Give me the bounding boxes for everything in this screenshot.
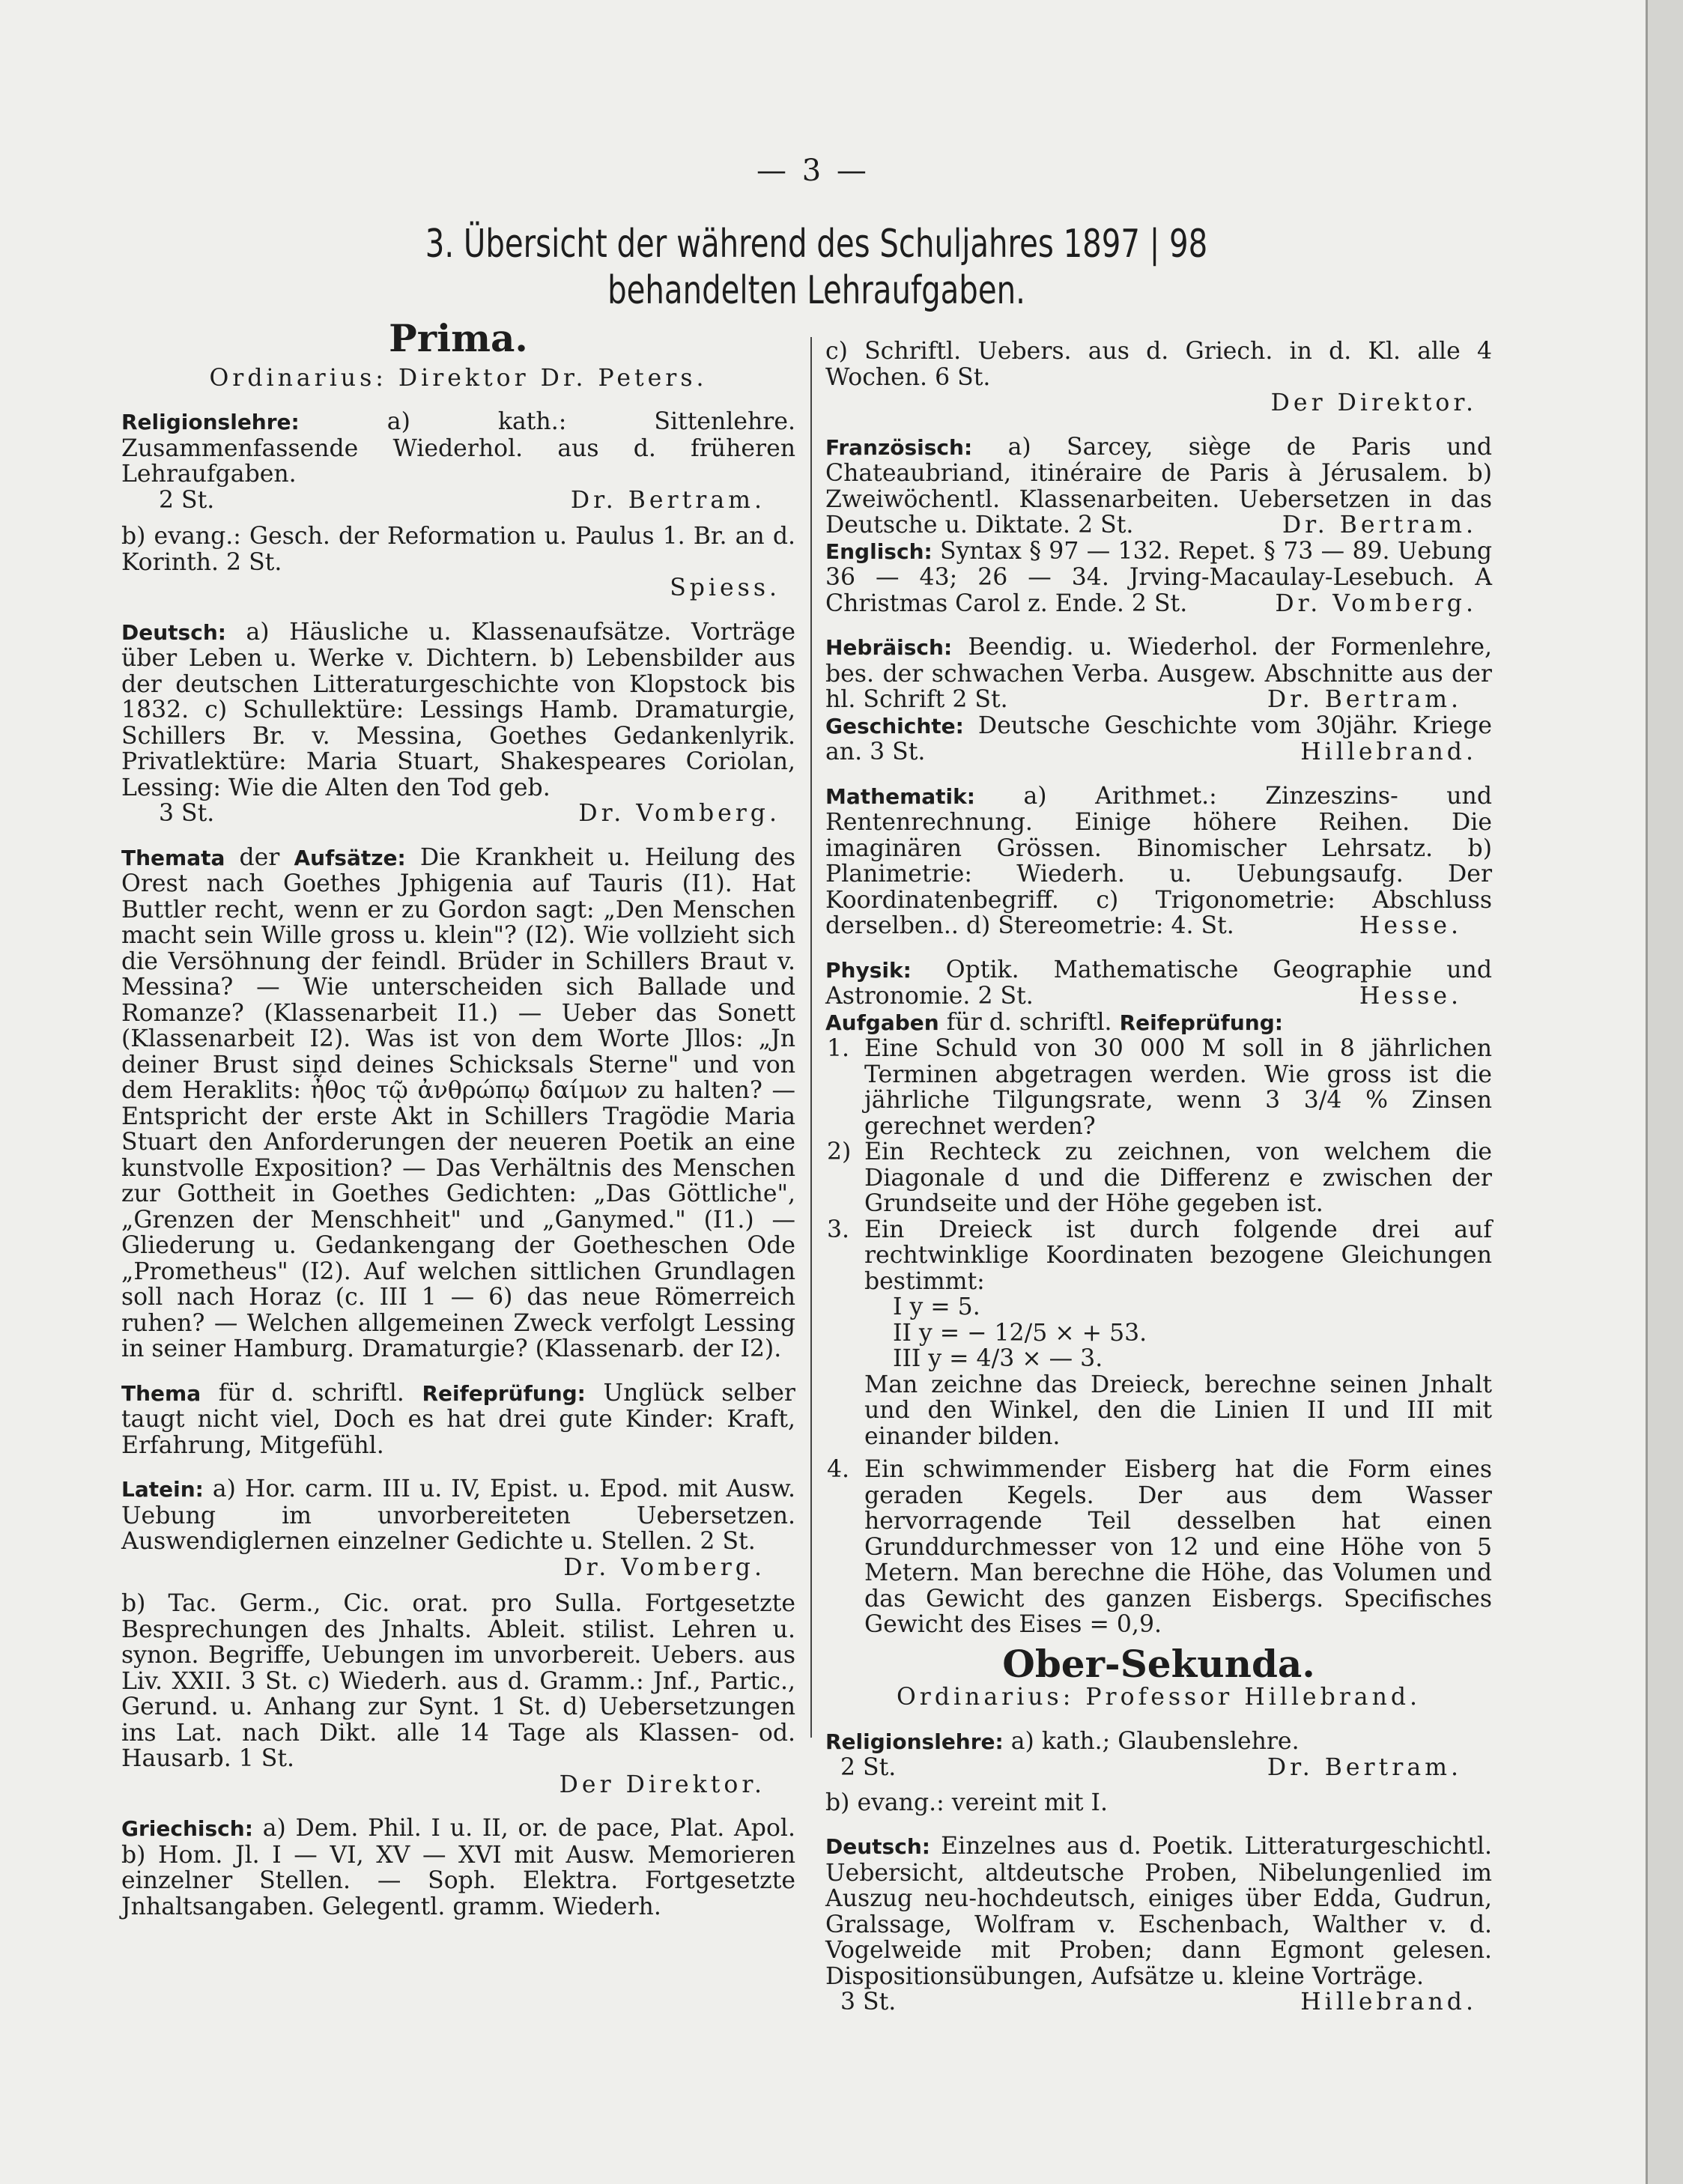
teacher-name: Dr. Vomberg. bbox=[563, 1553, 765, 1581]
subject-label: Aufsätze: bbox=[294, 845, 406, 870]
section-text: a) kath.; Glaubenslehre. bbox=[1010, 1727, 1300, 1755]
teacher-name: Hesse. bbox=[1359, 912, 1462, 939]
section-text: b) Tac. Germ., Cic. orat. pro Sulla. Fortgesetzte Besprechungen des Jnhalts. Ableit. stilist. Lehren u. synon. Begriffe, Uebungen im unvorbereit. Uebers. aus Liv. XXII. 3 St. c) Wiederh. aus d. Gramm.: Jnf., Partic., Gerund. u. Anhang zur Synt. 1 St. d) Uebersetzungen ins Lat. nach Dikt. alle 14 Tage als Klassen- od. Hausarb. 1 St. bbox=[121, 1590, 795, 1772]
obersekunda-ordinarius: Ordinarius: Professor Hillebrand. bbox=[896, 1684, 1422, 1711]
hours: 3 St. bbox=[840, 1989, 897, 2015]
teacher-name: Hesse. bbox=[1359, 983, 1462, 1010]
subject-label: Hebräisch: bbox=[825, 635, 953, 660]
subject-label: Griechisch: bbox=[121, 1816, 253, 1841]
prima-thema-reife-section bbox=[121, 1380, 795, 1459]
prima-griechisch-continued bbox=[825, 339, 1492, 416]
hours: 3 St. bbox=[159, 800, 215, 827]
prima-themata-section bbox=[121, 845, 795, 1362]
subject-label: Reifeprüfung: bbox=[422, 1380, 586, 1406]
section-text: a) Häusliche u. Klassenaufsätze. Vorträge über Leben u. Werke v. Dichtern. b) Lebensbilder aus der deutschen Litteraturgeschichte von Klopstock bis 1832. c) Schullektüre: Lessings Hamb. Dramaturgie, Schillers Br. v. Messina, Goethes Gedankenlyrik. Privatlektüre: Maria Stuart, Shakespeares Coriolan, Lessing: Wie die Alten den Tod geb. bbox=[121, 618, 795, 801]
teacher-name: Dr. Vomberg. bbox=[1275, 589, 1477, 617]
equation: I y = 5. bbox=[893, 1293, 980, 1320]
subject-label: Religionslehre: bbox=[121, 410, 300, 434]
section-text: b) evang.: Gesch. der Reformation u. Paulus 1. Br. an d. Korinth. 2 St. bbox=[121, 523, 795, 576]
label-text: für d. schriftl. bbox=[938, 1008, 1120, 1036]
left-column bbox=[121, 316, 796, 1920]
section-text: Beendig. u. Wiederhol. der Formenlehre, bes. der schwachen Verba. Ausgew. Abschnitte aus der hl. Schrift 2 St. bbox=[825, 634, 1493, 713]
section-text: Deutsche Geschichte vom 30jähr. Kriege an. 3 St. bbox=[825, 712, 1492, 765]
section-text: b) evang.: vereint mit I. bbox=[825, 1789, 1109, 1816]
subject-label: Themata bbox=[121, 845, 225, 870]
label-text: für d. schriftl. bbox=[201, 1379, 422, 1407]
section-text: a) Arithmet.: Zinzeszins- und Rentenrechnung. Einige höhere Reihen. Die imaginären Grössen. Binomischer Lehrsatz. b) Planimetrie: Wiederh. u. Uebungsaufg. Der Koordinatenbegriff. c) Trigonometrie: Abschluss derselben.. d) Stereometrie: 4. St. bbox=[825, 782, 1493, 939]
subject-label: Reifeprüfung: bbox=[1119, 1010, 1283, 1035]
teacher-name: Hillebrand. bbox=[1300, 1989, 1477, 2015]
task-number: 2) bbox=[827, 1138, 852, 1165]
subject-label: Thema bbox=[121, 1380, 201, 1406]
task-number: 4. bbox=[827, 1456, 850, 1483]
prima-latein-section bbox=[121, 1476, 795, 1798]
section-text: a) Hor. carm. III u. IV, Epist. u. Epod. mit Ausw. Uebung im unvorbereiteten Uebersetzen. Auswendiglernen einzelner Gedichte u. Stellen. 2 St. bbox=[121, 1475, 795, 1555]
column-divider bbox=[810, 337, 812, 1738]
teacher-name: Dr. Bertram. bbox=[570, 486, 765, 514]
section-text: Einzelnes aus d. Poetik. Litteraturgeschichtl. Uebersicht, altdeutsche Proben, Nibelungenlied im Auszug neu-hochdeutsch, einiges über Edda, Gudrun, Gralssage, Wolfram v. Eschenbach, Walther v. d. Vogelweide mit Proben; dann Egmont gelesen. Dispositionsübungen, Aufsätze u. kleine Vorträge. bbox=[825, 1833, 1492, 1990]
page-edge bbox=[1646, 0, 1683, 2184]
teacher-name: Der Direktor. bbox=[1270, 389, 1477, 416]
equation: II y = − 12/5 × + 53. bbox=[893, 1319, 1147, 1347]
section-text: Die Krankheit u. Heilung des Orest nach Goethes Jphigenia auf Tauris (I1). Hat Buttler recht, wenn er zu Gordon sagt: „Den Menschen macht sein Wille gross u. klein"? (I2). Wie vollzieht sich die Versöhnung der feindl. Brüder in Schillers Braut v. Messina? — Wie unterscheiden sich Ballade und Romanze? (Klassenarbeit I1.) — Ueber das Sonett (Klassenarbeit I2). Was ist von dem Worte Jllos: „Jn deiner Brust sind deines Schicksals Sterne" und von dem Heraklits: ἦθος τῷ ἀνθρώπῳ δαίμων zu halten? — Entspricht der erste Akt in Schillers Tragödie Maria Stuart den Anforderungen der neueren Poetik an eine kunstvolle Exposition? — Das Verhältnis des Menschen zur Gottheit in Goethes Gedichten: „Das Göttliche", „Grenzen der Menschheit" und „Ganymed." (I1.) — Gliederung u. Gedankengang der Goetheschen Ode „Prometheus" (I2). Auf welchen sittlichen Grundlagen soll nach Horaz (c. III 1 — 6) das neue Römerreich ruhen? — Welchen allgemeinen Zweck verfolgt Lessing in seiner Hamburg. Dramaturgie? (Klassenarb. der I2). bbox=[121, 843, 796, 1362]
section-text: a) kath.: Sittenlehre. Zusammenfassende Wiederhol. aus d. früheren Lehraufgaben. bbox=[121, 408, 795, 488]
title-line-1: 3. Übersicht der während des Schuljahres 1897 | 98 bbox=[425, 222, 1208, 267]
subject-label: Aufgaben bbox=[825, 1010, 939, 1035]
teacher-name: Hillebrand. bbox=[1300, 738, 1477, 765]
section-text: a) Sarcey, siège de Paris und Chateaubriand, itinéraire de Paris à Jérusalem. b) Zweiwöchentl. Klassenarbeiten. Uebersetzen in das Deutsche u. Diktate. 2 St. bbox=[825, 433, 1492, 539]
title-line-2: behandelten Lehraufgaben. bbox=[607, 268, 1025, 313]
task-text: Ein schwimmender Eisberg hat die Form eines geraden Kegels. Der aus dem Wasser hervorragende Teil desselben hat einen Grunddurchmesser von 12 und eine Höhe von 5 Metern. Man berechne die Höhe, das Volumen und das Gewicht des ganzen Eisbergs. Specifisches Gewicht des Eises = 0,9. bbox=[864, 1456, 1492, 1638]
prima-griechisch-section bbox=[121, 1816, 795, 1920]
page-number: — 3 — bbox=[756, 154, 870, 188]
obersekunda-heading: Ober-Sekunda. bbox=[1002, 1641, 1315, 1686]
prima-mathematik-section bbox=[825, 783, 1492, 939]
subject-label: Religionslehre: bbox=[825, 1729, 1004, 1754]
task-number: 3. bbox=[827, 1216, 850, 1243]
task-text: Ein Dreieck ist durch folgende drei auf rechtwinklige Koordinaten bezogene Gleichungen bestimmt: bbox=[864, 1216, 1492, 1295]
teacher-name: Spiess. bbox=[670, 574, 780, 601]
prima-aufgaben-section bbox=[825, 1010, 1492, 1638]
prima-heading: Prima. bbox=[389, 316, 528, 360]
right-column bbox=[825, 339, 1492, 2015]
subject-label: Physik: bbox=[825, 957, 912, 983]
equation: III y = 4/3 × — 3. bbox=[893, 1345, 1103, 1372]
prima-franzoesisch-section bbox=[825, 434, 1492, 539]
teacher-name: Dr. Bertram. bbox=[1282, 512, 1477, 539]
hours: 2 St. bbox=[159, 486, 215, 514]
teacher-name: Der Direktor. bbox=[559, 1771, 765, 1798]
subject-label: Latein: bbox=[121, 1477, 204, 1502]
subject-label: Deutsch: bbox=[121, 619, 226, 645]
hours: 2 St. bbox=[840, 1754, 897, 1781]
section-text: a) Dem. Phil. I u. II, or. de pace, Plat. Apol. b) Hom. Jl. I — VI, XV — XVI mit Ausw. Memorieren einzelner Stellen. — Soph. Elektra. Fortgesetzte Jnhaltsangaben. Gelegentl. gramm. Wiederh. bbox=[121, 1815, 796, 1920]
task-text: Eine Schuld von 30 000 M soll in 8 jährlichen Terminen abgetragen werden. Wie gross ist die jährliche Tilgungsrate, wenn 3 3/4 % Zinsen gerechnet werden? bbox=[864, 1035, 1492, 1140]
obersekunda-deutsch-section bbox=[825, 1833, 1492, 2015]
subject-label: Mathematik: bbox=[825, 783, 975, 809]
teacher-name: Dr. Vomberg. bbox=[578, 800, 780, 827]
subject-label: Geschichte: bbox=[825, 713, 964, 738]
subject-label: Deutsch: bbox=[825, 1834, 930, 1859]
task-number: 1. bbox=[827, 1035, 850, 1062]
prima-ordinarius: Ordinarius: Direktor Dr. Peters. bbox=[209, 364, 708, 392]
subject-label: Englisch: bbox=[825, 539, 933, 564]
section-text: Syntax § 97 — 132. Repet. § 73 — 89. Uebung 36 — 43; 26 — 34. Jrving-Macaulay-Lesebuch. A Christmas Carol z. Ende. 2 St. bbox=[825, 537, 1492, 617]
task-item bbox=[825, 1457, 1492, 1638]
prima-englisch-section bbox=[825, 539, 1492, 617]
section-text: Optik. Mathematische Geographie und Astronomie. 2 St. bbox=[825, 956, 1493, 1010]
obersekunda-religion-section bbox=[825, 1729, 1492, 1816]
prima-religion-section bbox=[121, 409, 795, 601]
prima-deutsch-section bbox=[121, 619, 795, 827]
prima-geschichte-section bbox=[825, 713, 1492, 765]
subject-label: Französisch: bbox=[825, 434, 973, 460]
task-text: Man zeichne das Dreieck, berechne seinen Jnhalt und den Winkel, den die Linien II und III mit einander bilden. bbox=[864, 1371, 1492, 1450]
section-text: c) Schriftl. Uebers. aus d. Griech. in d. Kl. alle 4 Wochen. 6 St. bbox=[825, 338, 1492, 391]
teacher-name: Dr. Bertram. bbox=[1267, 1754, 1462, 1781]
task-item bbox=[825, 1036, 1492, 1139]
task-text: Ein Rechteck zu zeichnen, von welchem die Diagonale d und die Differenz e zwischen der Grundseite und der Höhe gegeben ist. bbox=[864, 1138, 1492, 1217]
document-title bbox=[340, 221, 1294, 314]
prima-hebraeisch-section bbox=[825, 634, 1492, 713]
teacher-name: Dr. Bertram. bbox=[1267, 686, 1462, 713]
prima-physik-section bbox=[825, 957, 1492, 1010]
task-item bbox=[825, 1217, 1492, 1295]
label-text: der bbox=[225, 843, 294, 871]
task-item bbox=[825, 1139, 1492, 1217]
section-text: Unglück selber taugt nicht viel, Doch es hat drei gute Kinder: Kraft, Erfahrung, Mitgefühl. bbox=[121, 1379, 795, 1459]
